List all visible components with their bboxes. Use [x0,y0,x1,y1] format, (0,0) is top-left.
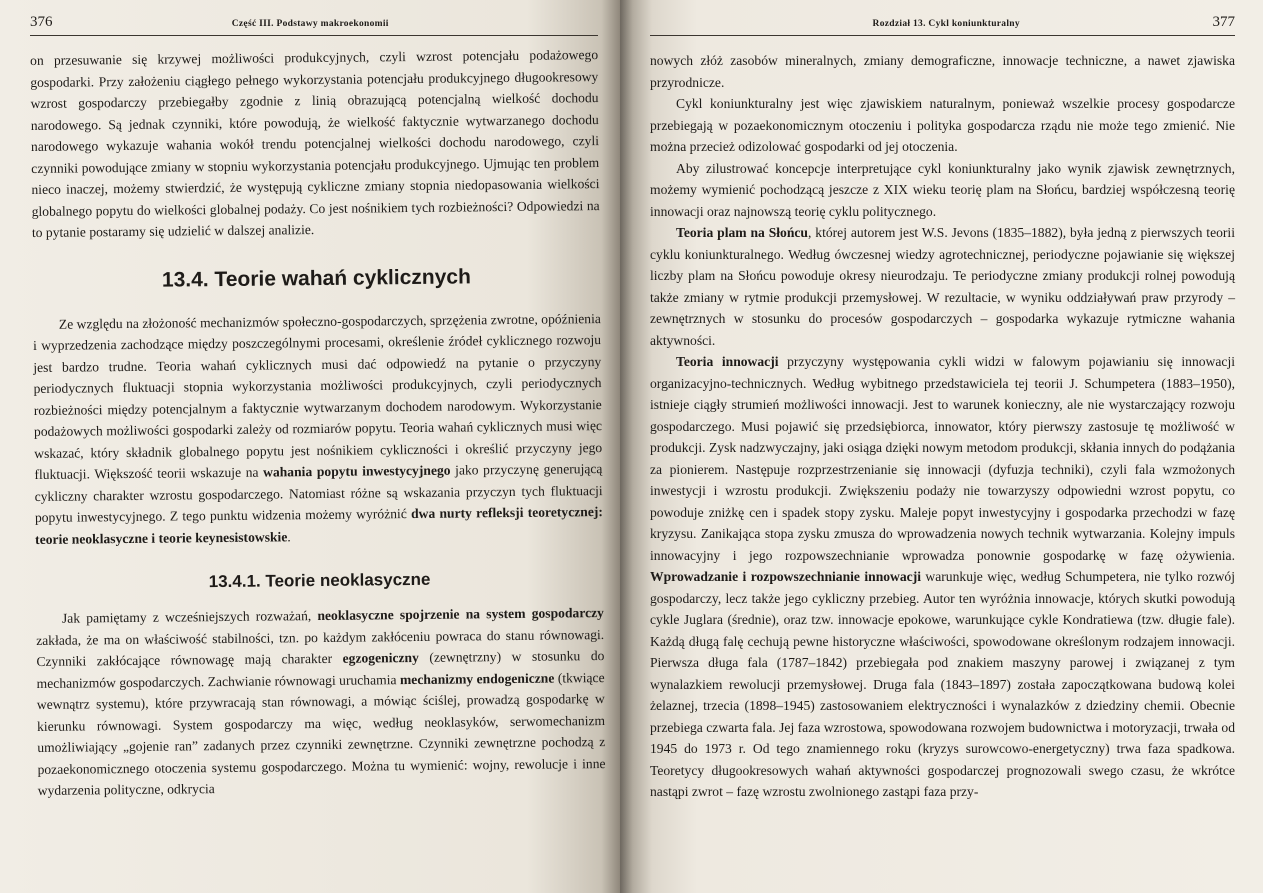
innovation-theory-paragraph: Teoria innowacji przyczyny występowania cykli widzi w falowym pojawianiu się innowacji organizacyjno-technicznych. Według wybitnego przedstawiciela tej teorii J. Schumpetera (1883–1950), istnieje ciągły strumień możliwości innowacji. Jest to warunek konieczny, ale nie wystarczający rozwoju gospodarczego. Musi pojawić się przedsiębiorca, innowator, który pierwszy zastosuje tę możliwość w produkcji. Zysk nadzwyczajny, jaki osiąga dzięki nowym metodom produkcji, skłania innych do podążania za pionierem. Następuje rozprzestrzenianie się innowacji (dyfuzja techniki), czyli fala wzmożonych inwestycji i wzrostu produkcji. Zwiększeniu podaży nie towarzyszy odpowiedni wzrost popytu, co powoduje zniżkę cen i spadek stopy zysku. Maleje popyt inwestycyjny i gospodarka przechodzi w fazę kryzysu. Zanikająca stopa zysku zmusza do wprowadzenia nowych technik wytwarzania. Kolejny impuls innowacyjny i jego rozpowszechnianie wprowadza ponownie gospodarkę w fazę ożywienia. Wprowadzanie i rozpowszechnianie innowacji warunkuje więc, według Schumpetera, nie tylko rozwój gospodarczy, lecz także jego cykliczny przebieg. Autor ten wyróżnia innowacje, których skutki powodują cykle Juglara (średnie), oraz tzw. innowacje epokowe, warunkujące cykle Kondratiewa (tzw. długie fale). Każdą długą falę cechują pewne historyczne właściwości, spowodowane określonym rodzajem innowacji. Pierwsza długa fala (1787–1842) przebiegała pod znakiem maszyny parowej i związanej z tym wynalazkiem rewolucji przemysłowej. Druga fala (1843–1897) została zapoczątkowana budową kolei żelaznej, trzecia (1898–1945) zastosowaniem elektryczności i wynalazków z dziedziny chemii. Obecnie przebiega czwarta fala. Jej faza wzrostowa, spowodowana rozwojem budownictwa i motoryzacji, trwała od 1945 do 1973 r. Od tego znamiennego roku (kryzys surowcowo-energetyczny) trwa faza spadkowa. Teoretycy długookresowych wahań aktywności gospodarczej prognozowali swego czasu, że wkrótce nastąpi zwrot – fazę wzrostu zwolnionego zastąpi faza przy- [650,354,1235,799]
page-number: 376 [30,14,53,30]
subsection-paragraph: Jak pamiętamy z wcześniejszych rozważań, neoklasyczne spojrzenie na system gospodarczy zakłada, że ma on właściwość stabilności, tzn. po każdym zakłóceniu powraca do stanu równowagi. Czynniki zakłócające równowagę mają charakter egzogeniczny (zewnętrzny) w stosunku do mechanizmów gospodarczych. Zachwianie równowagi uruchamia mechanizmy endogeniczne (tkwiące wewnątrz systemu), które przywracają stan równowagi, a mówiąc ściślej, prowadzą gospodarkę w kierunku równowagi. System gospodarczy ma więc, według neoklasyków, serwomechanizm umożliwiający „gojenie ran” zadanych przez czynniki zewnętrzne. Czynniki zewnętrzne pochodzą z pozaekonomicznego otoczenia systemu gospodarczego. Można tu wymienić: wojny, rewolucje i inne wydarzenia polityczne, odkrycia [36,605,606,798]
page-number: 377 [1212,14,1235,30]
section-heading: 13.4. Teorie wahań cyklicznych [161,264,471,292]
subsection-heading: 13.4.1. Teorie neoklasyczne [208,569,431,592]
left-page [0,0,620,893]
left-page-header [30,14,598,36]
right-page [620,0,1263,893]
intro-paragraph: on przesuwanie się krzywej możliwości produkcyjnych, czyli wzrost potencjału podażowego gospodarki. Przy założeniu ciągłego pełnego wykorzystania potencjału produkcyjnego długookresowy wzrost gospodarczy przebiegałby zgodnie z linią obrazującą potencjalną wielkość dochodu narodowego. Są jednak czynniki, które powodują, że wielkość faktycznie wytwarzanego dochodu narodowego wykazuje wahania wokół trendu potencjalnej wielkości dochodu narodowego, czyli czynniki powodujące zmiany w stopniu wykorzystania potencjału produkcyjnego. Ujmując ten problem nieco inaczej, możemy stwierdzić, że występują cykliczne zmiany stopnia niedopasowania wielkości globalnego popytu do wielkości globalnej podaży. Co jest nośnikiem tych rozbieżności? Odpowiedzi na to pytanie postaramy się udzielić w dalszej analizie. [30,47,600,240]
running-head: Rozdział 13. Cykl koniunkturalny [872,19,1020,29]
left-page-body [30,44,606,801]
section-paragraph: Ze względu na złożoność mechanizmów społeczno-gospodarczych, sprzężenia zwrotne, opóźnienia i wyprzedzenia zachodzące między poszczególnymi procesami, określenie źródeł cyklicznego rozwoju jest bardzo trudne. Teoria wahań cyklicznych musi dać odpowiedź na pytanie o przyczyny periodycznych fluktuacji stopnia wykorzystania możliwości produkcyjnych, czyli periodycznych rozbieżności między potencjalnym a faktycznie wytwarzanym dochodem narodowym. Wykorzystanie podażowych możliwości gospodarki zależy od rozmiarów popytu. Teoria wahań cyklicznych musi więc wskazać, który składnik globalnego popytu jest nośnikiem cykliczności i określić przyczyny jego fluktuacji. Większość teorii wskazuje na wahania popytu inwestycyjnego jako przyczynę generującą cykliczny charakter wzrostu gospodarczego. Natomiast różne są wskazania przyczyn tych fluktuacji popytu inwestycyjnego. Z tego punktu widzenia możemy wyróżnić dwa nurty refleksji teoretycznej: teorie neoklasyczne i teorie keynesistowskie. [33,310,603,547]
sunspot-theory-paragraph: Teoria plam na Słońcu, której autorem jest W.S. Jevons (1835–1882), była jedną z pierwszych teorii cyklu koniunkturalnego. Według ówczesnej wiedzy agrotechnicznej, periodyczne pojawianie się większej liczby plam na Słońcu powoduje okresy nieurodzaju. Te periodyczne zmiany produkcji rolnej powodują także zmiany w rytmie produkcji przemysłowej. W rezultacie, w wyniku oddziaływań praw przyrody – zewnętrznych w stosunku do procesów gospodarczych – gospodarka wykazuje rytmiczne wahania aktywności. [650,225,1235,348]
paragraph: Aby zilustrować koncepcje interpretujące cykl koniunkturalny jako wynik zjawisk zewnętrznych, możemy wymienić pochodzącą jeszcze z XIX wieku teorię plam na Słońcu, bardziej współczesną teorię innowacji oraz najnowszą teorię cyklu politycznego. [650,160,1235,219]
running-head: Część III. Podstawy makroekonomii [231,19,389,29]
right-page-body [650,50,1235,803]
paragraph: nowych złóż zasobów mineralnych, zmiany demograficzne, innowacje techniczne, a nawet zjawiska przyrodnicze. [650,53,1235,90]
paragraph: Cykl koniunkturalny jest więc zjawiskiem naturalnym, ponieważ wszelkie procesy gospodarcze przebiegają w pozaekonomicznym otoczeniu i polityka gospodarcza rządu nie może tego zmienić. Nie można przecież odizolować gospodarki od jej otoczenia. [650,96,1235,154]
right-page-header [650,14,1235,36]
